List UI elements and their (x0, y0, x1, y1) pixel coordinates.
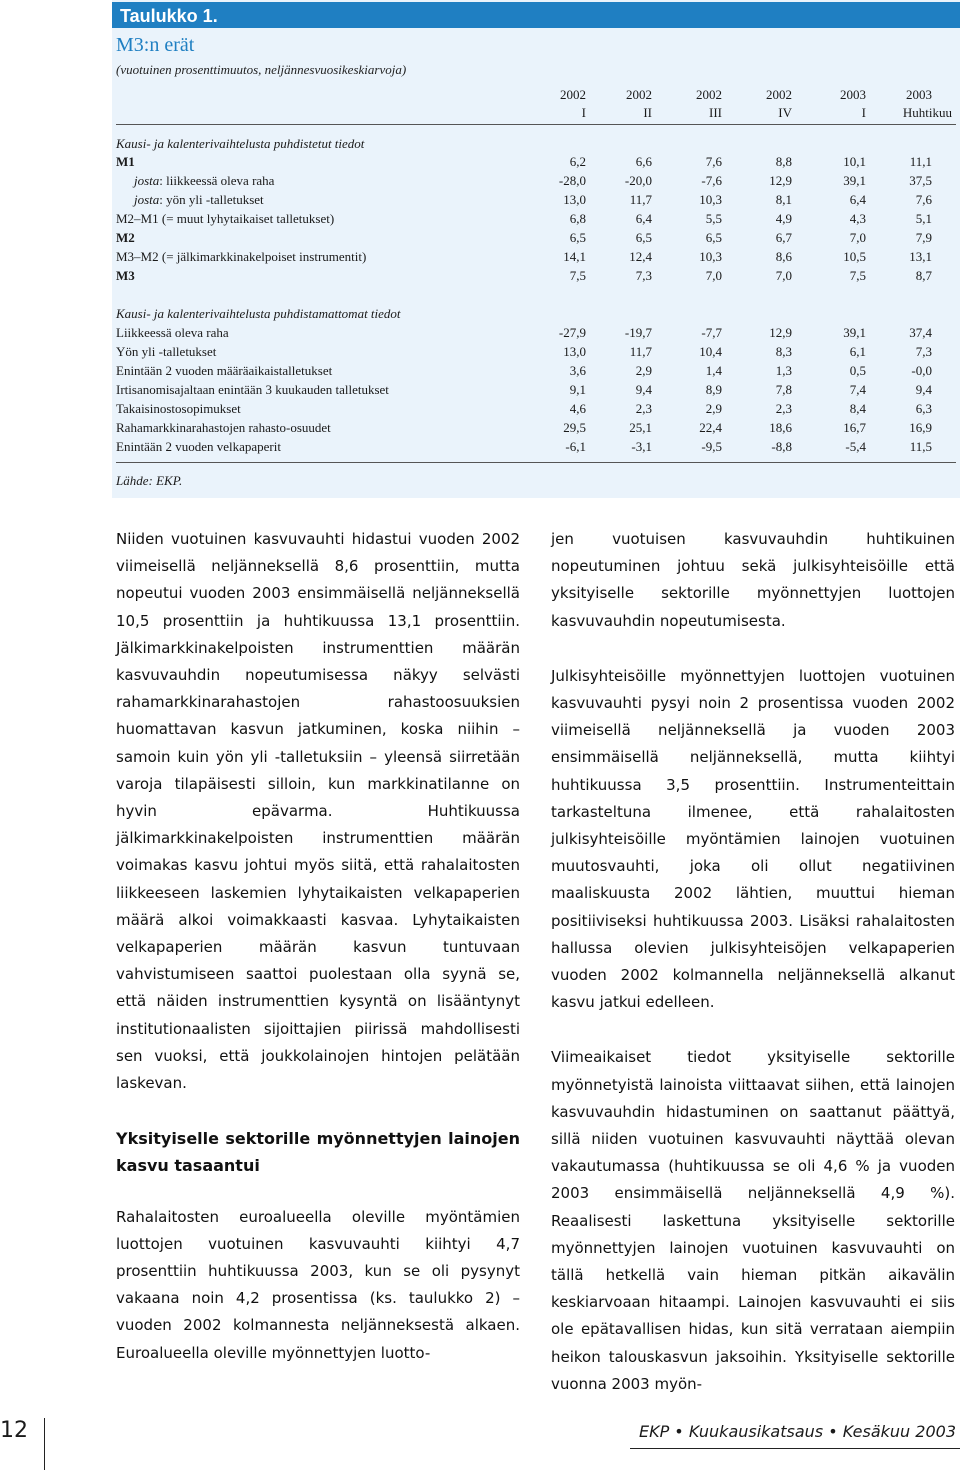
table-cell: 10,4 (699, 344, 722, 359)
table-cell: -9,5 (701, 439, 722, 454)
table-cell: 1,4 (705, 363, 722, 378)
table-cell: 7,5 (849, 268, 866, 283)
table-cell: -7,6 (701, 173, 722, 188)
row-label: M2–M1 (= muut lyhytaikaiset talletukset) (116, 211, 335, 226)
table-cell: -27,9 (558, 325, 586, 340)
table-cell: 16,9 (909, 420, 932, 435)
table-cell: 8,7 (915, 268, 932, 283)
row-label-text: : yön yli -talletukset (159, 192, 264, 207)
table-cell: 6,2 (569, 154, 586, 169)
table-row (116, 399, 956, 418)
table-cell: 13,0 (563, 192, 586, 207)
table-bottom-rule (116, 462, 956, 463)
table-cell: -6,1 (565, 439, 586, 454)
table-row (116, 171, 956, 190)
section-heading: Yksityiselle sektorille myönnettyjen lainojen kasvu tasaantui (116, 1129, 520, 1176)
row-label: Liikkeessä oleva raha (116, 325, 229, 340)
row-label (134, 190, 264, 209)
row-label: Takaisinostosopimukset (116, 401, 241, 416)
table-row (116, 418, 956, 437)
column-year: 2002 (560, 87, 586, 102)
table-caption: (vuotuinen prosenttimuutos, neljännesvuosikeskiarvoja) (116, 62, 407, 77)
right-column (551, 526, 955, 1426)
section1-title: Kausi- ja kalenterivaihtelusta puhdistetut tiedot (116, 136, 365, 151)
column-year: 2002 (696, 87, 722, 102)
table-cell: 8,1 (775, 192, 792, 207)
table-row (116, 266, 956, 285)
table-cell: 25,1 (629, 420, 652, 435)
column-period: I (581, 105, 586, 120)
column-year: 2002 (626, 87, 652, 102)
table-cell: 6,4 (849, 192, 866, 207)
column-period: I (861, 105, 866, 120)
table-cell: 10,1 (843, 154, 866, 169)
table-row (116, 323, 956, 342)
left-paragraph-1: Niiden vuotuinen kasvuvauhti hidastui vuoden 2002 viimeisellä neljänneksellä 8,6 prosenttiin, mutta nopeutui vuoden 2003 ensimmäisellä neljänneksellä 10,5 prosenttiin ja huhtikuussa 13,1 prosenttiin. Jälkimarkkinakelpoisten instrumenttien määrän kasvuvauhdin nopeutumisessa näkyy selvästi rahamarkkinarahastojen rahastoosuuksien huomattavan kasvun jatkuminen, koska niihin – samoin kuin yön yli -talletuksiin – yleensä siirretään varoja tilapäisesti silloin, kun markkinatilanne on hyvin epävarma. Huhtikuussa jälkimarkkinakelpoisten instrumenttien määrän voimakas kasvu johtui myös siitä, että rahalaitosten liikkeeseen laskemien lyhytaikaisten velkapaperien määrä alkoi voimakkaasti kasvaa. Lyhytaikaisten velkapaperien määrän kasvun tuntuvaan vahvistumiseen saattoi puolestaan olla syynä se, että näiden instrumenttien kysyntä on lisääntynyt institutionaalisten sijoittajien piirissä mahdollisesti sen vuoksi, että joukkolainojen hintojen pelätään laskevan. (116, 530, 520, 1093)
table-cell: 0,5 (849, 363, 866, 378)
table-cell: 1,3 (775, 363, 792, 378)
table-cell: 2,9 (635, 363, 652, 378)
table-cell: 39,1 (843, 173, 866, 188)
table-cell: -20,0 (624, 173, 652, 188)
table-cell: 13,0 (563, 344, 586, 359)
table-cell: 6,3 (915, 401, 932, 416)
table-cell: 9,1 (569, 382, 586, 397)
table-cell: 10,3 (699, 192, 722, 207)
table-row (116, 361, 956, 380)
row-label: M3–M2 (= jälkimarkkinakelpoiset instrumentit) (116, 249, 367, 264)
table-row (116, 228, 956, 247)
table-cell: 4,9 (775, 211, 792, 226)
row-label: M3 (116, 268, 135, 283)
row-label: Yön yli -talletukset (116, 344, 217, 359)
table-cell: 7,6 (705, 154, 722, 169)
table-cell: 7,3 (635, 268, 652, 283)
publication-title: EKP • Kuukausikatsaus • Kesäkuu 2003 (638, 1422, 956, 1441)
row-label: M1 (116, 154, 135, 169)
left-paragraph-2: Rahalaitosten euroalueella oleville myöntämien luottojen vuotuinen kasvuvauhti kiihtyi 4,7 prosenttiin huhtikuussa 2003, kun se oli pysynyt vakaana noin 4,2 prosentissa (ks. taulukko 2) – vuoden 2002 kolmannesta neljänneksestä alkaen. Euroalueella oleville myönnettyjen luotto- (116, 1207, 520, 1362)
table-cell: 6,8 (569, 211, 586, 226)
row-label: M2 (116, 230, 135, 245)
table-cell: 10,5 (843, 249, 866, 264)
table-subtitle: M3:n erät (116, 34, 195, 56)
right-paragraph-1: jen vuotuisen kasvuvauhdin huhtikuinen nopeutuminen johtuu sekä julkisyhteisöille että yksityiselle sektorille myönnettyjen luottojen kasvuvauhdin nopeutumisesta. (551, 530, 955, 630)
row-label: Enintään 2 vuoden määräaikaistalletukset (116, 363, 333, 378)
table-cell: 6,7 (775, 230, 792, 245)
table-cell: 6,4 (635, 211, 652, 226)
table-title: Taulukko 1. (120, 6, 218, 26)
row-label: Irtisanomisajaltaan enintään 3 kuukauden talletukset (116, 382, 389, 397)
table-cell: 11,5 (909, 439, 932, 454)
table-cell: 4,3 (849, 211, 866, 226)
table-cell: -28,0 (558, 173, 586, 188)
table-cell: 5,1 (915, 211, 932, 226)
table-cell: 11,7 (629, 344, 652, 359)
table-cell: 2,3 (635, 401, 652, 416)
column-period: Huhtikuu (902, 105, 952, 120)
table-row (116, 380, 956, 399)
table-cell: 7,0 (705, 268, 722, 283)
table-cell: 14,1 (563, 249, 586, 264)
table-cell: 7,0 (775, 268, 792, 283)
table-cell: 6,6 (635, 154, 652, 169)
table-cell: -19,7 (624, 325, 652, 340)
column-year: 2003 (906, 87, 932, 102)
table-cell: 7,8 (775, 382, 792, 397)
right-paragraph-2: Julkisyhteisöille myönnettyjen luottojen vuotuinen kasvuvauhti pysyi noin 2 prosentissa vuoden 2002 viimeisellä neljänneksellä ja vuoden 2003 ensimmäisellä neljänneksellä, mutta kiihtyi huhtikuussa 3,5 prosenttiin. Instrumenteittain tarkasteltuna ilmenee, että rahalaitosten julkisyhteisöille myöntämien lainojen vuotuinen muutosvauhti, joka oli ollut negatiivinen maaliskuusta 2002 lähtien, muuttui hieman positiiviseksi huhtikuussa 2003. Lisäksi rahalaitosten hallussa olevien julkisyhteisöjen velkapaperien vuoden 2002 kolmannella neljänneksellä alkanut kasvu jatkui edelleen. (551, 666, 955, 1012)
column-year: 2003 (840, 87, 866, 102)
table-cell: 11,7 (629, 192, 652, 207)
table-cell: -8,8 (771, 439, 792, 454)
table-cell: 12,9 (769, 325, 792, 340)
table-cell: 8,6 (775, 249, 792, 264)
table-cell: 22,4 (699, 420, 722, 435)
table-cell: -3,1 (631, 439, 652, 454)
column-period: II (643, 105, 652, 120)
table-row (116, 209, 956, 228)
table-row (116, 190, 956, 209)
table-cell: 4,6 (569, 401, 586, 416)
table-cell: 12,9 (769, 173, 792, 188)
table-cell: 39,1 (843, 325, 866, 340)
table-source: Lähde: EKP. (116, 473, 183, 488)
table-cell: 7,3 (915, 344, 932, 359)
table-row (116, 437, 956, 456)
table-cell: 5,5 (705, 211, 722, 226)
page-number: 12 (0, 1418, 28, 1443)
table-cell: 9,4 (635, 382, 652, 397)
table-cell: 7,6 (915, 192, 932, 207)
table-cell: 13,1 (909, 249, 932, 264)
table-cell: 16,7 (843, 420, 866, 435)
section2-title: Kausi- ja kalenterivaihtelusta puhdistamattomat tiedot (116, 306, 401, 321)
column-period: IV (778, 105, 792, 120)
table-cell: 7,0 (849, 230, 866, 245)
table-cell: 7,4 (849, 382, 866, 397)
table-cell: 6,1 (849, 344, 866, 359)
table-cell: 6,5 (569, 230, 586, 245)
left-column (116, 526, 520, 1395)
table-cell: 2,9 (705, 401, 722, 416)
row-label-prefix: josta (134, 192, 160, 207)
table-cell: -0,0 (911, 363, 932, 378)
table-cell: 37,5 (909, 173, 932, 188)
table-cell: 8,4 (849, 401, 866, 416)
row-label-text: : liikkeessä oleva raha (159, 173, 275, 188)
row-label: Enintään 2 vuoden velkapaperit (116, 439, 281, 454)
table-row (116, 247, 956, 266)
row-label-prefix: josta (134, 173, 160, 188)
table-cell: 6,5 (705, 230, 722, 245)
table-row (116, 152, 956, 171)
table-title-bar (112, 2, 960, 28)
right-paragraph-3: Viimeaikaiset tiedot yksityiselle sektorille myönnetyistä lainoista viittaavat siihen, että lainojen kasvuvauhdin hidastuminen on saattanut päättyä, sillä niiden vuotuinen kasvuvauhti näyttää olevan vakautumassa (huhtikuussa se oli 4,6 % ja vuoden 2003 ensimmäisellä neljänneksellä 4,9 %). Reaalisesti laskettuna yksityiselle sektorille myönnettyjen lainojen vuotuinen kasvuvauhti on tällä hetkellä vain hieman pitkän aikavälin keskiarvoaan hitaampi. Lainojen kasvuvauhti ei siis ole epätavallisen hidas, kun sitä verrataan aiempiin heikon talouskasvun jaksoihin. Yksityiselle sektorille vuonna 2003 myön- (551, 1048, 955, 1393)
table-cell: 12,4 (629, 249, 652, 264)
table-cell: 8,9 (705, 382, 722, 397)
table-cell: 2,3 (775, 401, 792, 416)
table-cell: 7,5 (569, 268, 586, 283)
header-rule (116, 124, 956, 125)
table-cell: 8,8 (775, 154, 792, 169)
column-year: 2002 (766, 87, 792, 102)
table-row (116, 342, 956, 361)
table-cell: 10,3 (699, 249, 722, 264)
table-cell: -5,4 (845, 439, 866, 454)
table-cell: -7,7 (701, 325, 722, 340)
table-cell: 8,3 (775, 344, 792, 359)
table-cell: 11,1 (909, 154, 932, 169)
table-cell: 29,5 (563, 420, 586, 435)
column-period: III (709, 105, 722, 120)
table-cell: 3,6 (569, 363, 586, 378)
row-label: Rahamarkkinarahastojen rahasto-osuudet (116, 420, 331, 435)
table-cell: 9,4 (915, 382, 932, 397)
table-cell: 37,4 (909, 325, 932, 340)
table-cell: 7,9 (915, 230, 932, 245)
row-label (134, 171, 274, 190)
footer-rule (630, 1448, 960, 1449)
footer-divider (44, 1418, 45, 1470)
table-cell: 18,6 (769, 420, 792, 435)
table-cell: 6,5 (635, 230, 652, 245)
